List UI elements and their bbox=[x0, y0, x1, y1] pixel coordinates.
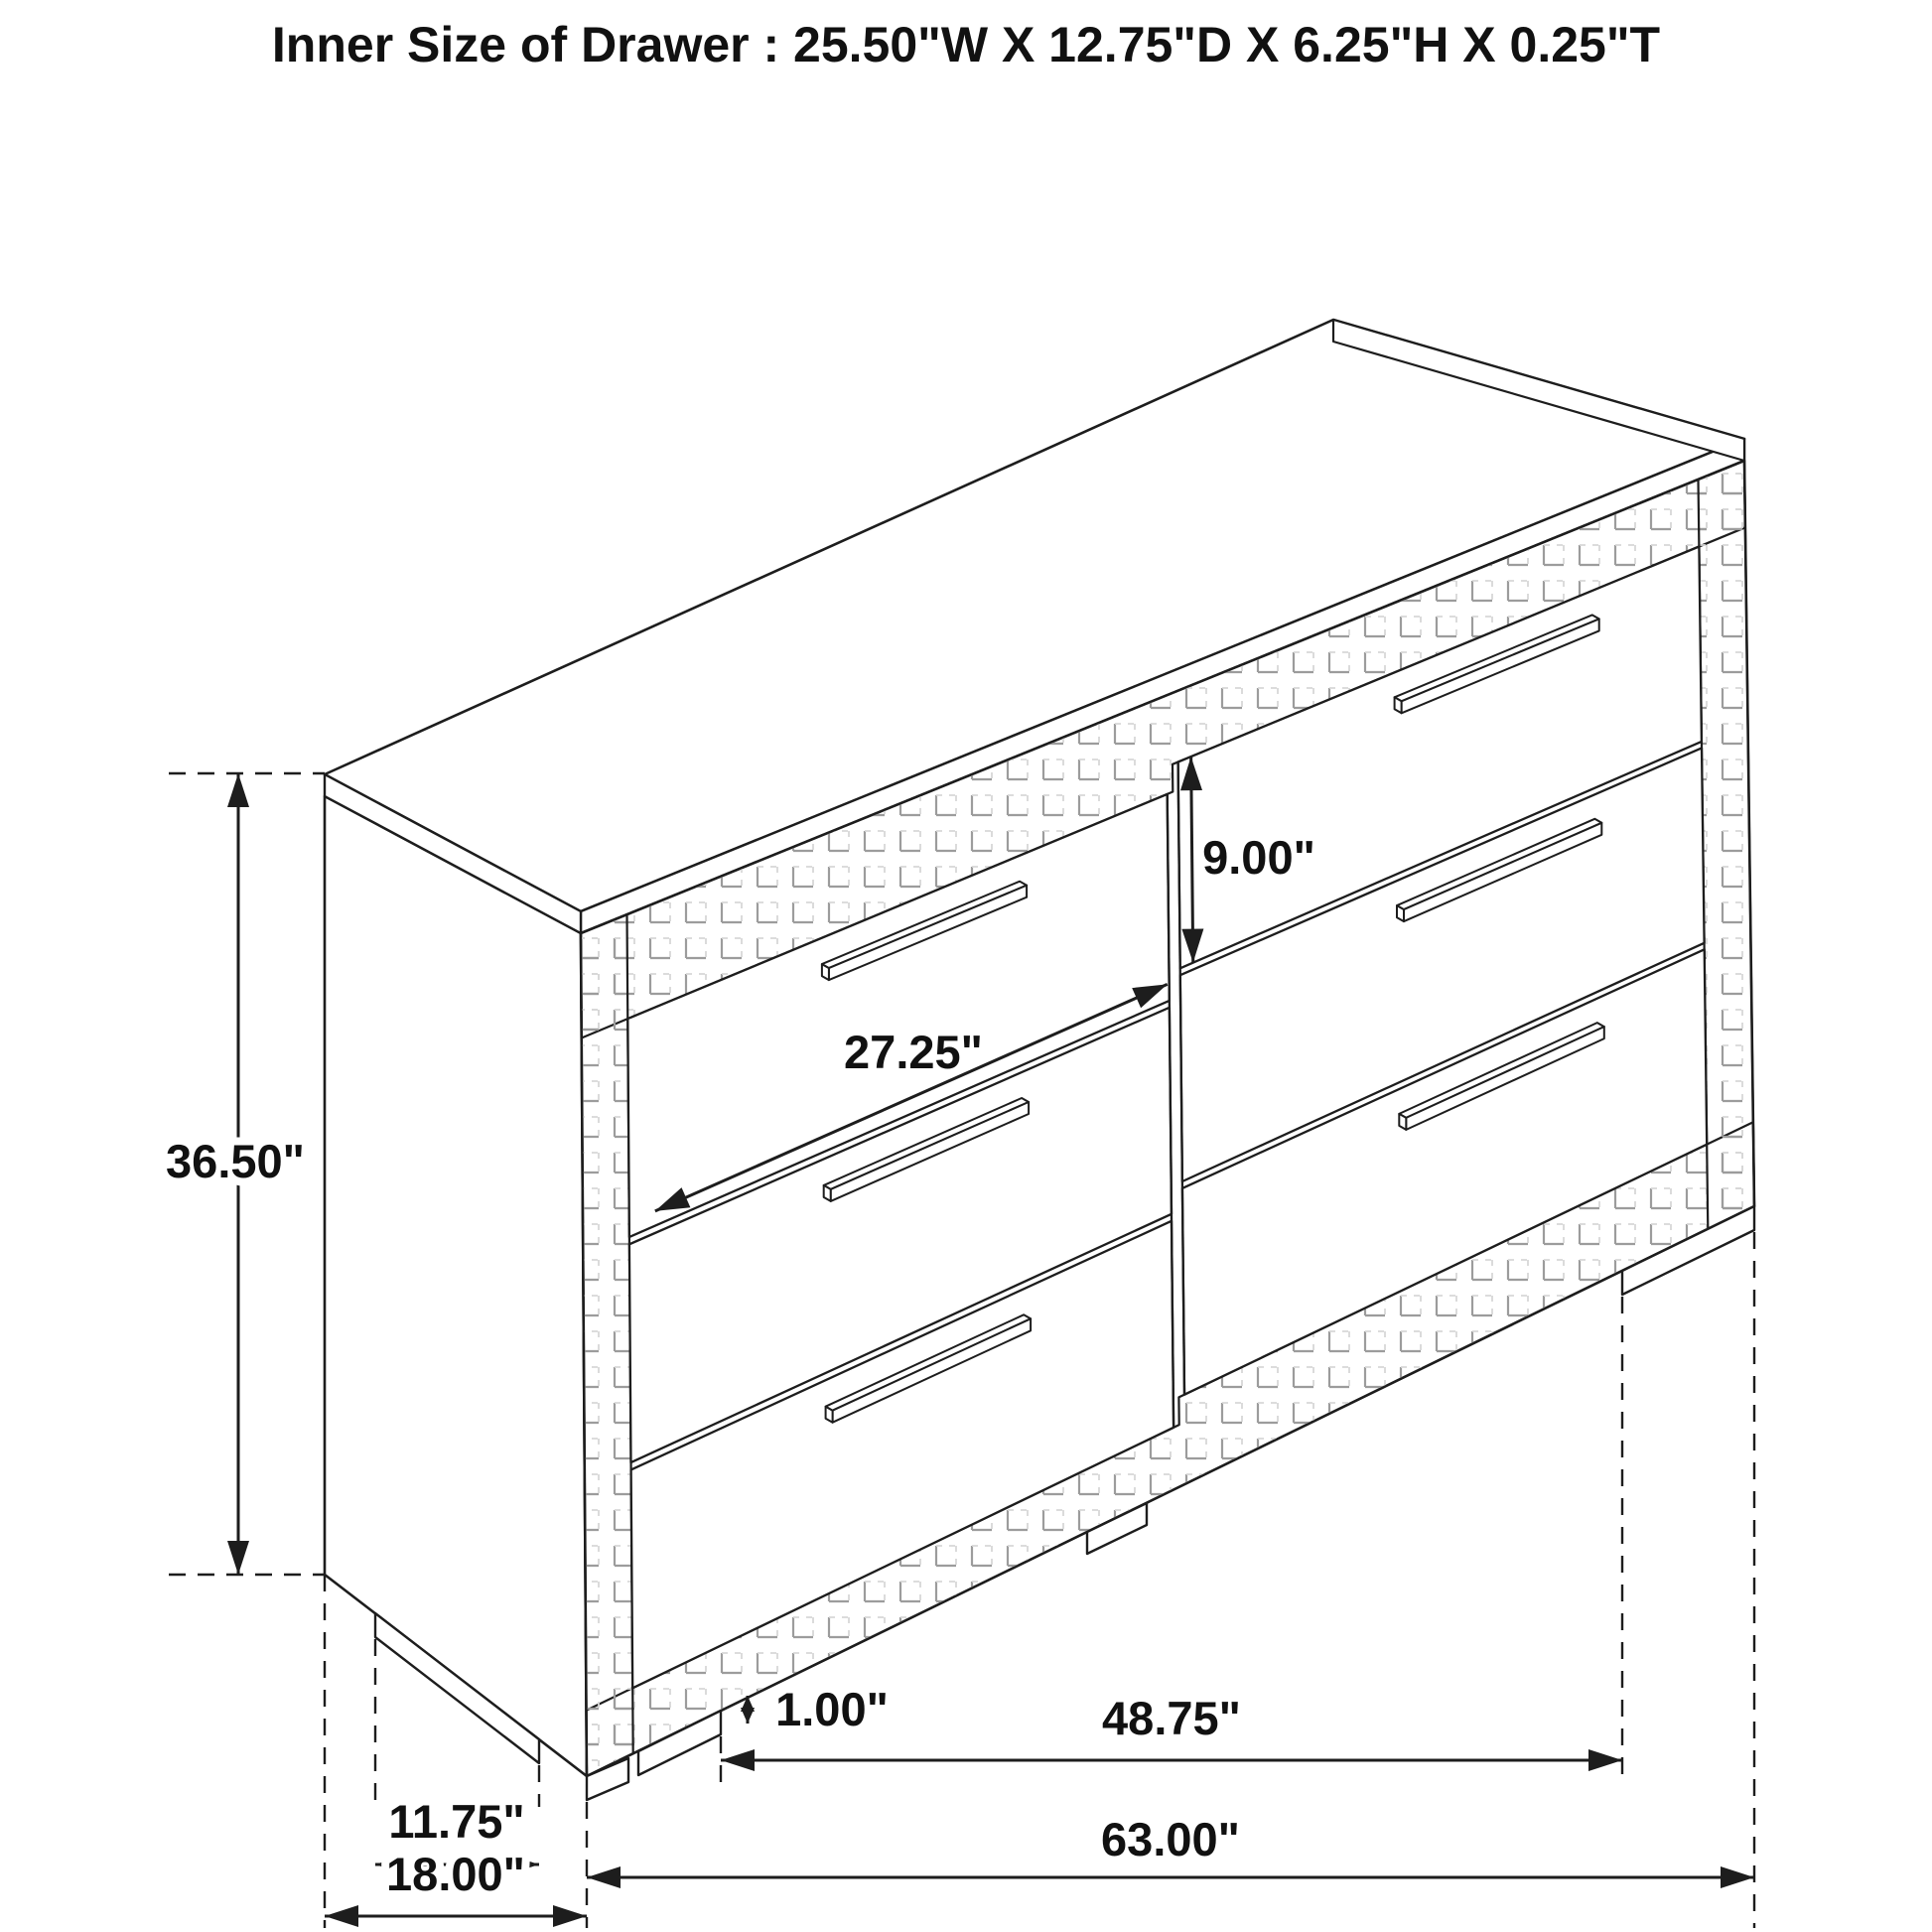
diagram-title: Inner Size of Drawer : 25.50"W X 12.75"D X 6.25"H X 0.25"T bbox=[271, 17, 1661, 72]
dim-front-feet-span-label: 48.75" bbox=[1102, 1692, 1241, 1744]
dresser-line-art bbox=[169, 320, 1754, 1928]
dim-drawer-width-label: 27.25" bbox=[844, 1026, 983, 1078]
dim-overall-width-label: 63.00" bbox=[1101, 1813, 1240, 1865]
dim-drawer-height-label: 9.00" bbox=[1202, 831, 1315, 884]
dim-foot-height-label: 1.00" bbox=[775, 1683, 889, 1735]
dim-side-foot-depth-label: 11.75" bbox=[388, 1795, 525, 1848]
dim-overall-height-label: 36.50" bbox=[166, 1135, 305, 1187]
dim-overall-depth-label: 18.00" bbox=[386, 1848, 525, 1900]
